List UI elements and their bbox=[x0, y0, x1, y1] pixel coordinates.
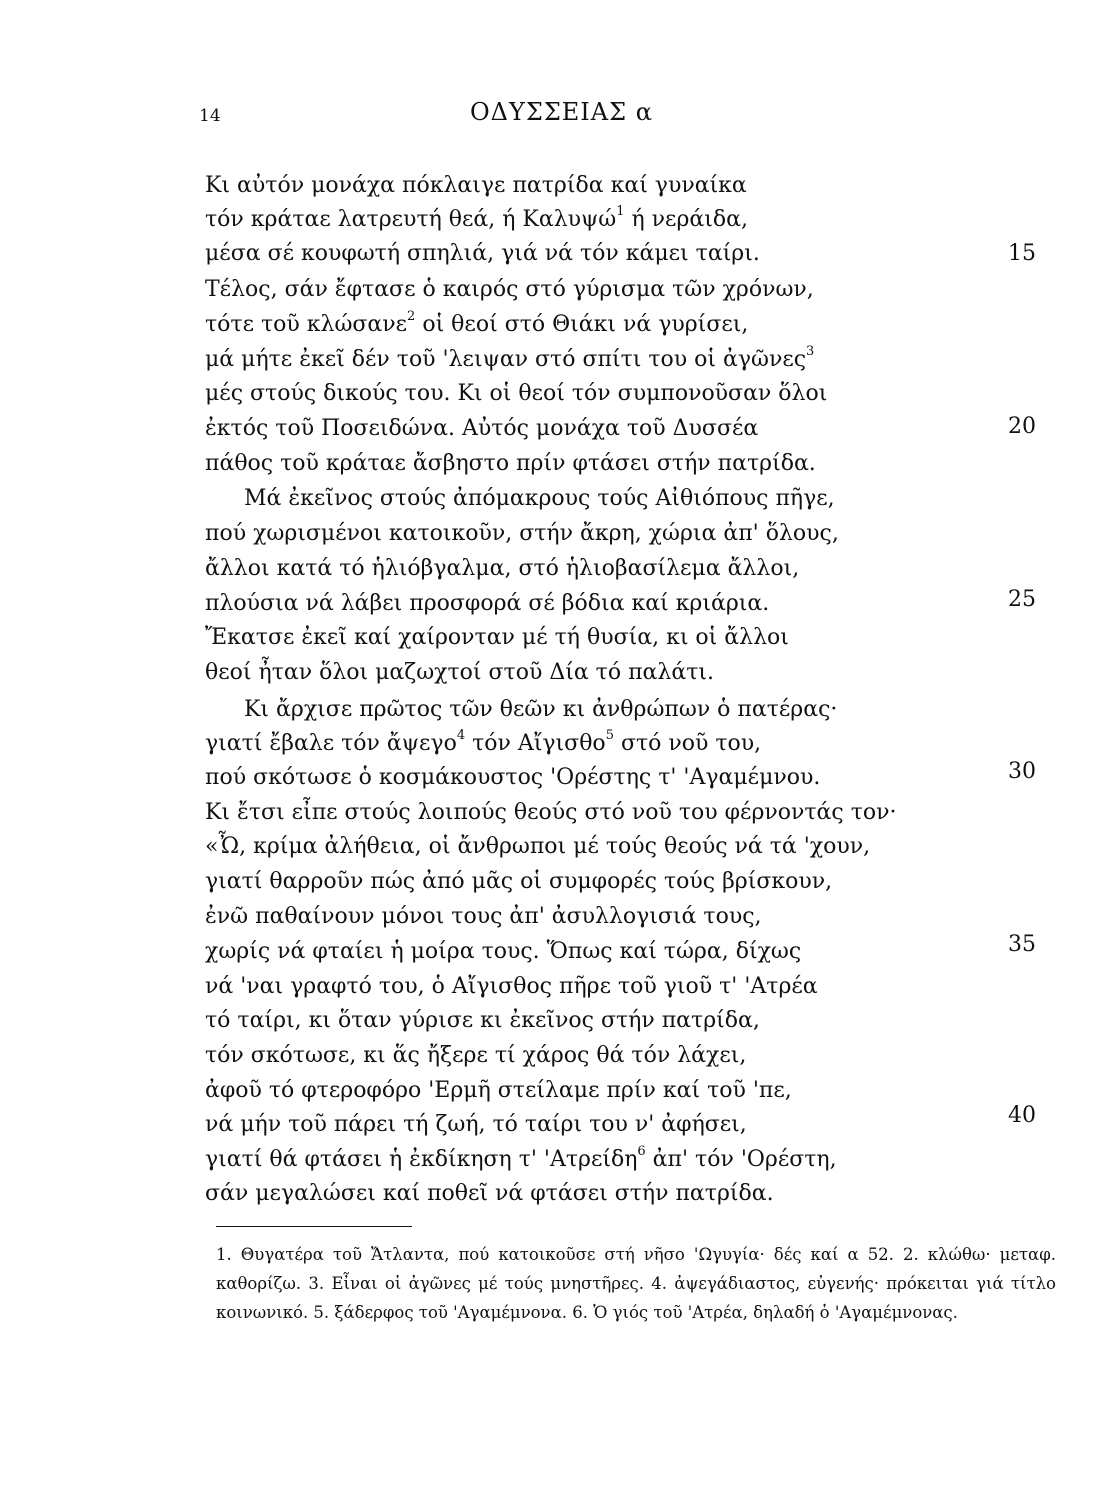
line-number: 40 bbox=[1008, 1103, 1036, 1128]
footnote-marker: 4 bbox=[456, 728, 466, 743]
verse-line: πλούσια νά λάβει προσφορά σέ βόδια καί κριάρια. bbox=[205, 591, 770, 616]
verse-line: ἄλλοι κατά τό ἡλιόβγαλμα, στό ἡλιοβασίλεμα ἄλλοι, bbox=[205, 556, 800, 581]
footnotes: 1. Θυγατέρα τοῦ Ἄτλαντα, πού κατοικοῦσε στή νῆσο 'Ωγυγία· δές καί α 52. 2. κλώθω· μεταφ. καθορίζω. 3. Εἶναι οἱ ἀγῶνες μέ τούς μνηστῆρες. 4. ἀψεγάδιαστος, εὐγενής· πρόκειται γιά τίτλο κοινωνικό. 5. ξάδερφος τοῦ 'Αγαμέμνονα. 6. Ὁ γιός τοῦ 'Ατρέα, δηλαδή ὁ 'Αγαμέμνονας. bbox=[216, 1245, 1056, 1322]
verse-line: σάν μεγαλώσει καί ποθεῖ νά φτάσει στήν πατρίδα. bbox=[205, 1181, 774, 1206]
verse-line: «Ὦ, κρίμα ἀλήθεια, οἱ ἄνθρωποι μέ τούς θεούς νά τά 'χουν, bbox=[205, 834, 871, 859]
verse-line: γιατί θά φτάσει ἡ ἐκδίκηση τ' 'Ατρείδη$^6$ ἀπ' τόν 'Ορέστη, bbox=[205, 1144, 837, 1172]
verse-line: Κι αὐτόν μονάχα πόκλαιγε πατρίδα καί γυναίκα bbox=[205, 173, 747, 198]
footnote-marker: 6 bbox=[637, 1144, 646, 1159]
footnote-divider bbox=[216, 1226, 412, 1227]
verse-line: τόν σκότωσε, κι ἅς ἤξερε τί χάρος θά τόν λάχει, bbox=[205, 1043, 747, 1068]
verse-line: πάθος τοῦ κράταε ἄσβηστο πρίν φτάσει στήν πατρίδα. bbox=[205, 451, 816, 476]
verse-line: τόν κράταε λατρευτή θεά, ή Καλυψώ$^1$ ή νεράιδα, bbox=[205, 204, 748, 232]
line-number: 25 bbox=[1008, 587, 1036, 612]
verse-line: Κι ἄρχισε πρῶτος τῶν θεῶν κι ἀνθρώπων ὁ πατέρας· bbox=[244, 697, 838, 722]
verse-line: ἀφοῦ τό φτεροφόρο 'Ερμῆ στείλαμε πρίν καί τοῦ 'πε, bbox=[205, 1078, 792, 1103]
line-number: 30 bbox=[1008, 759, 1036, 784]
verse-line: πού χωρισμένοι κατοικοῦν, στήν ἄκρη, χώρια ἀπ' ὅλους, bbox=[205, 521, 839, 546]
footnote-marker: 5 bbox=[605, 728, 614, 743]
running-title: ΟΔΥΣΣΕΙΑΣ α bbox=[470, 98, 653, 126]
verse-line: θεοί ἦταν ὅλοι μαζωχτοί στοῦ Δία τό παλάτι. bbox=[205, 660, 714, 685]
page-header bbox=[0, 98, 1100, 138]
verse-line: ἐκτός τοῦ Ποσειδώνα. Αὐτός μονάχα τοῦ Δυσσέα bbox=[205, 416, 759, 441]
verse-line: Ἔκατσε ἐκεῖ καί χαίρονταν μέ τή θυσία, κι οἱ ἄλλοι bbox=[205, 625, 789, 650]
verse-line: μές στούς δικούς του. Κι οἱ θεοί τόν συμπονοῦσαν ὅλοι bbox=[205, 381, 828, 406]
verse-line: μά μήτε ἐκεῖ δέν τοῦ 'λειψαν στό σπίτι του οἱ ἀγῶνες$^3$ bbox=[205, 344, 815, 372]
verse-line: Τέλος, σάν ἔφτασε ὁ καιρός στό γύρισμα τῶν χρόνων, bbox=[205, 277, 814, 302]
line-number: 15 bbox=[1008, 241, 1036, 266]
footnote-marker: 1 bbox=[616, 204, 625, 219]
verse-line: τότε τοῦ κλώσανε$^2$ οἱ θεοί στό Θιάκι νά γυρίσει, bbox=[205, 309, 749, 337]
verse-line: γιατί ἔβαλε τόν ἄψεγο$^4$ τόν Αἴγισθο$^5$ στό νοῦ του, bbox=[205, 728, 762, 756]
line-number: 35 bbox=[1008, 932, 1036, 957]
verse-line: νά μήν τοῦ πάρει τή ζωή, τό ταίρι του ν' ἀφήσει, bbox=[205, 1112, 747, 1137]
verse-line: ἐνῶ παθαίνουν μόνοι τους ἀπ' ἀσυλλογισιά τους, bbox=[205, 904, 762, 929]
verse-line: Κι ἔτσι εἶπε στούς λοιπούς θεούς στό νοῦ του φέρνοντάς τον· bbox=[205, 800, 897, 825]
footnote-marker: 2 bbox=[407, 309, 416, 324]
verse-line: πού σκότωσε ὁ κοσμάκουστος 'Ορέστης τ' 'Αγαμέμνου. bbox=[205, 765, 821, 790]
verse-line: νά 'ναι γραφτό του, ὁ Αἴγισθος πῆρε τοῦ γιοῦ τ' 'Ατρέα bbox=[205, 974, 818, 999]
verse-line: γιατί θαρροῦν πώς ἀπό μᾶς οἱ συμφορές τούς βρίσκουν, bbox=[205, 869, 833, 894]
line-number: 20 bbox=[1008, 414, 1036, 439]
page-number: 14 bbox=[199, 106, 221, 126]
verse-line: Μά ἐκεῖνος στούς ἀπόμακρους τούς Αἰθιόπους πῆγε, bbox=[244, 486, 835, 511]
verse-line: χωρίς νά φταίει ἡ μοίρα τους. Ὅπως καί τώρα, δίχως bbox=[205, 939, 802, 964]
verse-line: μέσα σέ κουφωτή σπηλιά, γιά νά τόν κάμει ταίρι. bbox=[205, 241, 760, 266]
verse-line: τό ταίρι, κι ὅταν γύρισε κι ἐκεῖνος στήν πατρίδα, bbox=[205, 1008, 760, 1033]
footnote-marker: 3 bbox=[806, 344, 815, 359]
